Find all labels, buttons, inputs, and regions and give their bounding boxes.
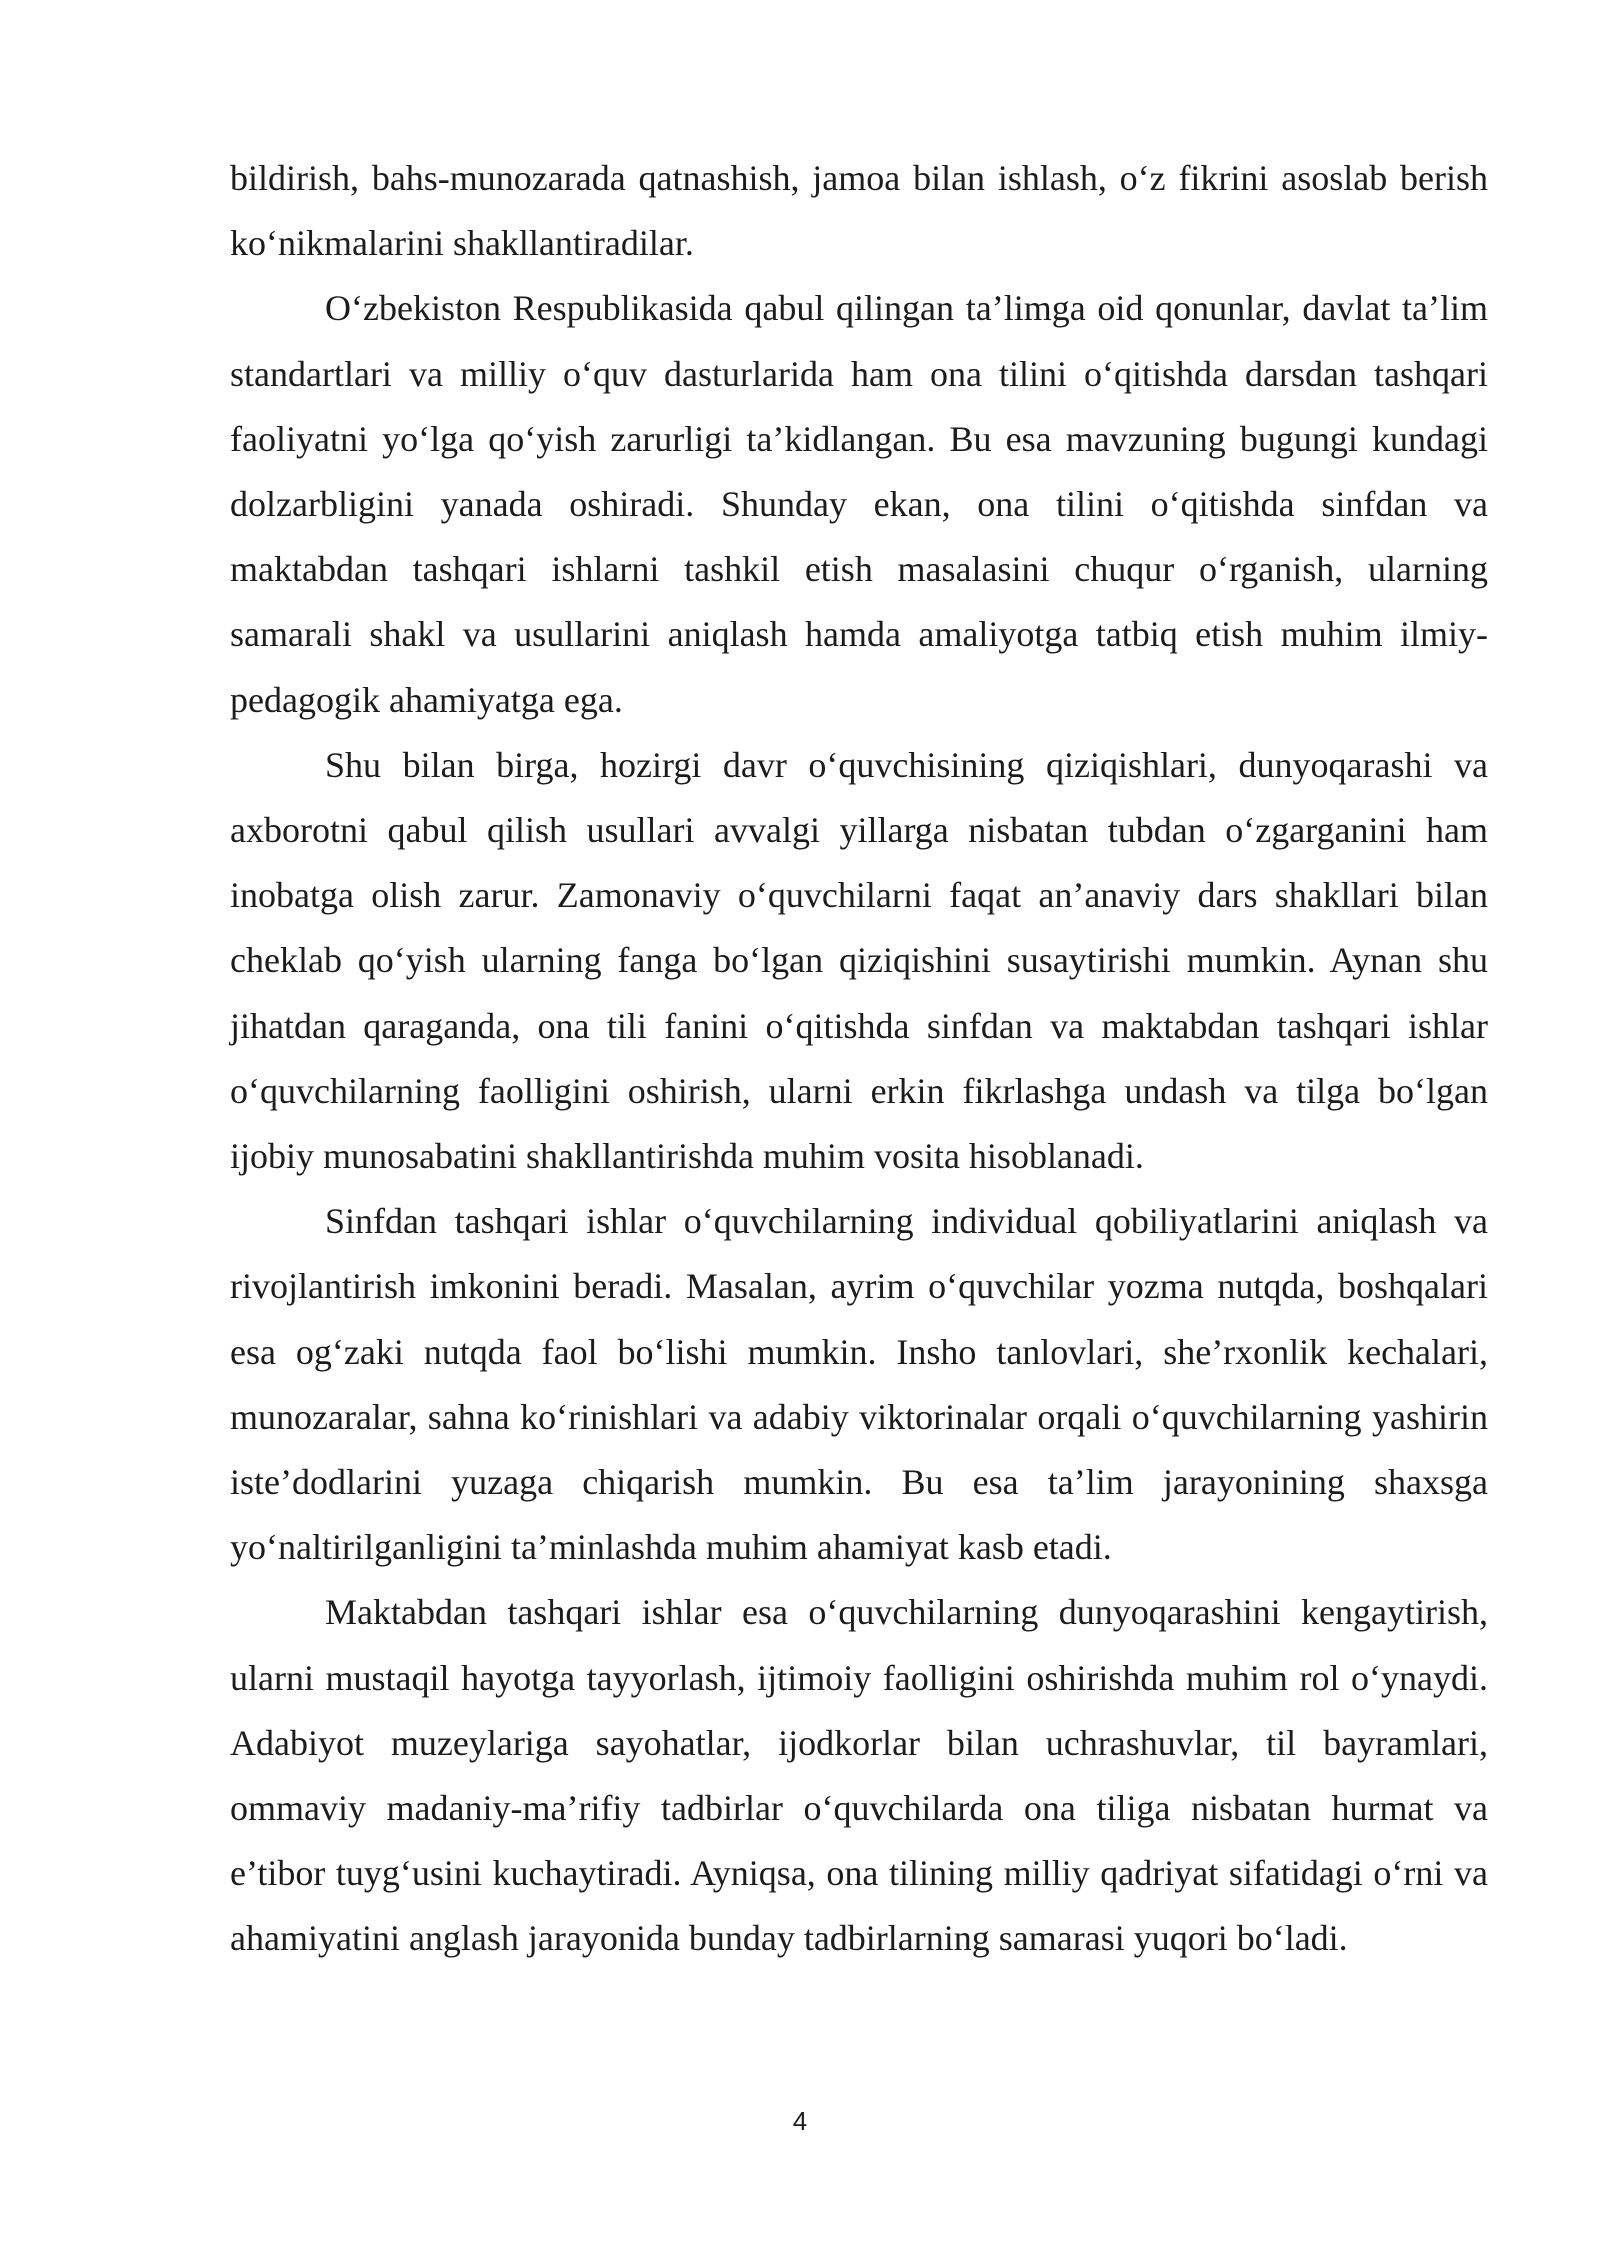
body-text [230, 146, 1488, 1972]
paragraph-legislation: O‘zbekiston Respublikasida qabul qilingan ta’limga oid qonunlar, davlat ta’lim standartlari va milliy o‘quv dasturlarida ham ona tilini o‘qitishda darsdan tashqari faoliyatni yo‘lga qo‘yish zarurligi ta’kidlangan. Bu esa mavzuning bugungi kundagi dolzarbligini yanada oshiradi. Shunday ekan, ona tilini o‘qitishda sinfdan va maktabdan tashqari ishlarni tashkil etish masalasini chuqur o‘rganish, ularning samarali shakl va usullarini aniqlash hamda amaliyotga tatbiq etish muhim ilmiy-pedagogik ahamiyatga ega. [230, 288, 1488, 720]
paragraph-extracurricular-school: Maktabdan tashqari ishlar esa o‘quvchilarning dunyoqarashini kengaytirish, ularni mustaqil hayotga tayyorlash, ijtimoiy faolligini oshirishda muhim rol o‘ynaydi. Adabiyot muzeylariga sayohatlar, ijodkorlar bilan uchrashuvlar, til bayramlari, ommaviy madaniy-ma’rifiy tadbirlar o‘quvchilarda ona tiliga nisbatan hurmat va e’tibor tuyg‘usini kuchaytiradi. Ayniqsa, ona tilining milliy qadriyat sifatidagi o‘rni va ahamiyatini anglash jarayonida bunday tadbirlarning samarasi yuqori bo‘ladi. [230, 1592, 1488, 1959]
paragraph-modern-students: Shu bilan birga, hozirgi davr o‘quvchisining qiziqishlari, dunyoqarashi va axborotni qabul qilish usullari avvalgi yillarga nisbatan tubdan o‘zgarganini ham inobatga olish zarur. Zamonaviy o‘quvchilarni faqat an’anaviy dars shakllari bilan cheklab qo‘yish ularning fanga bo‘lgan qiziqishini susaytirishi mumkin. Aynan shu jihatdan qaraganda, ona tili fanini o‘qitishda sinfdan va maktabdan tashqari ishlar o‘quvchilarning faolligini oshirish, ularni erkin fikrlashga undash va tilga bo‘lgan ijobiy munosabatini shakllantirishda muhim vosita hisoblanadi. [230, 744, 1488, 1177]
page-number: 4 [792, 2106, 808, 2136]
paragraph-extracurricular-class: Sinfdan tashqari ishlar o‘quvchilarning individual qobiliyatlarini aniqlash va rivojlantirish imkonini beradi. Masalan, ayrim o‘quvchilar yozma nutqda, boshqalari esa og‘zaki nutqda faol bo‘lishi mumkin. Insho tanlovlari, she’rxonlik kechalari, munozaralar, sahna ko‘rinishlari va adabiy viktorinalar orqali o‘quvchilarning yashirin iste’dodlarini yuzaga chiqarish mumkin. Bu esa ta’lim jarayonining shaxsga yo‘naltirilganligini ta’minlashda muhim ahamiyat kasb etadi. [230, 1201, 1488, 1568]
paragraph-continuation: bildirish, bahs-munozarada qatnashish, jamoa bilan ishlash, o‘z fikrini asoslab berish ko‘nikmalarini shakllantiradilar. [230, 158, 1488, 264]
